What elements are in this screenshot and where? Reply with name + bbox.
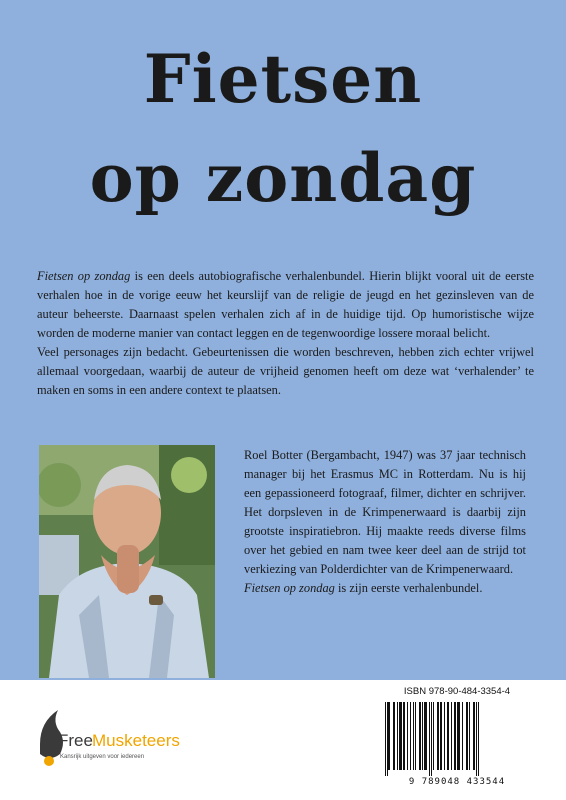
publisher-name-free: Free [58,731,93,750]
author-bio-paragraph: Roel Botter (Bergambacht, 1947) was 37 jaar technisch manager bij het Erasmus MC in Rotterdam. Nu is hij een gepassioneerd fotograaf, filmer, dichter en schrijver. Het dorpsleven in de Krimpenerwaard is daarbij zijn grootste inspiratiebron. Hij maakte reeds diverse films over het gebied en nam twee keer deel aan de strijd tot verkiezing van Polderdichter van de Krimpenerwaard. [244,448,526,576]
blurb-paragraph-1 [37,267,534,343]
publisher-tagline: Kansrijk uitgeven voor iedereen [60,754,145,760]
book-title-line-2: op zondag [89,139,477,217]
barcode-digits: 9 789048 433544 [408,777,506,787]
blurb-paragraph-2: Veel personages zijn bedacht. Gebeurtenissen die worden beschreven, hebben zich echter vrijwel allemaal voorgedaan, waarbij de auteur de vrijheid genomen heeft om deze wat ‘verhalender’ te maken en soms in een andere context te plaatsen. [37,345,534,397]
blurb-text [37,267,534,400]
author-bio-closing [244,579,526,598]
bio-title-italic: Fietsen op zondag [244,581,335,595]
barcode [377,700,537,788]
bio-closing-text: is zijn eerste verhalenbundel. [334,581,483,595]
publisher-logo [36,702,186,772]
blurb-paragraph-1-body: is een deels autobiografische verhalenbundel. Hierin blijkt vooral uit de eerste verhalen hoe in de vorige eeuw het keurslijf van de religie de jeugd en het gezinsleven van de auteur beheerste. Daarnaast spelen verhalen zich af in de huidige tijd. Op humoristische wijze worden de moderne manier van contact leggen en de tegenwoordige lossere moraal belicht. [37,269,534,340]
author-bio [244,446,526,598]
book-title-line-1: Fietsen [143,40,423,118]
publisher-name-musketeers: Musketeers [92,731,180,750]
blurb-title-italic: Fietsen op zondag [37,269,131,283]
barcode-icon [377,700,537,778]
author-portrait-icon [39,445,215,678]
isbn-label: ISBN 978-90-484-3354-4 [403,686,511,697]
author-photo [39,445,215,678]
